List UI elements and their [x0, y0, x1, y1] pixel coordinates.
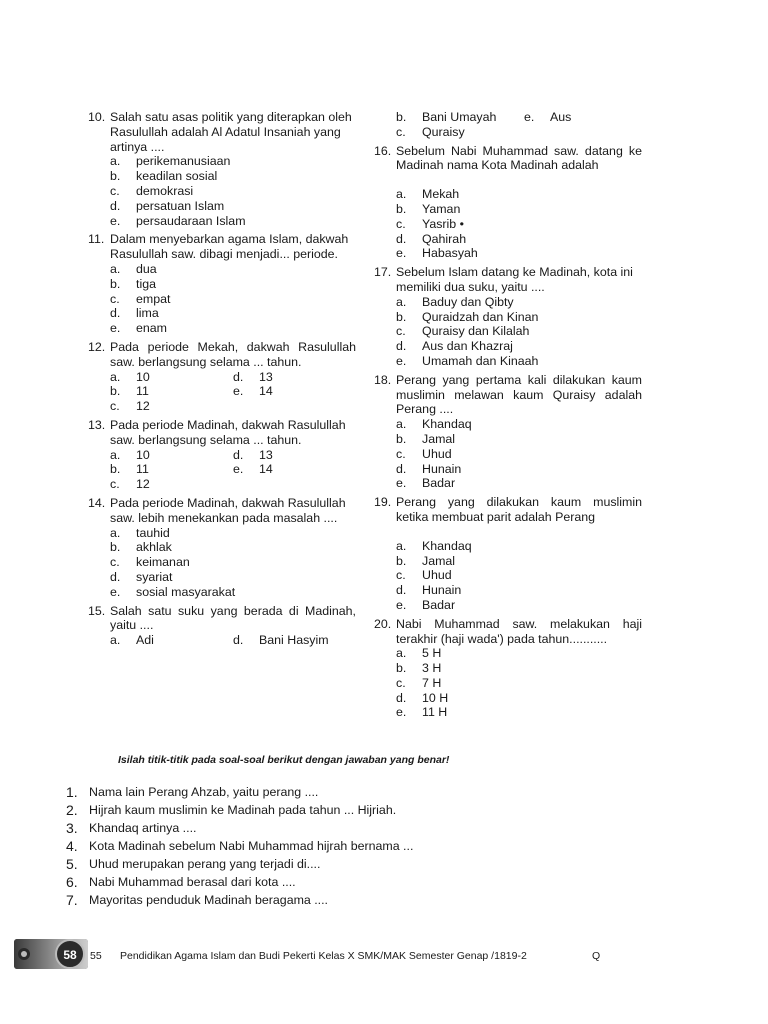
- question-number: 13.: [88, 417, 106, 432]
- option: d. 10 H: [396, 690, 449, 705]
- question-text: Pada periode Mekah, dakwah Rasulullah saw. berlangsung selama ... tahun.: [110, 339, 356, 369]
- option: a. dua: [110, 261, 157, 276]
- question-number: 15.: [88, 603, 106, 618]
- page-number: 55: [90, 950, 102, 962]
- question-17: [374, 265, 642, 369]
- question-number: 12.: [88, 339, 106, 354]
- option: e. Umamah dan Kinaah: [396, 353, 539, 368]
- option: e. Badar: [396, 476, 456, 491]
- option: d. Hunain: [396, 583, 462, 598]
- option: a. 10: [110, 369, 150, 384]
- page-footer: [0, 934, 768, 974]
- option-row: [110, 370, 356, 385]
- page-badge-icon: [14, 938, 88, 970]
- option: a. 10: [110, 447, 150, 462]
- question-14: [88, 496, 356, 600]
- essay-item: 3. Khandaq artinya ....: [66, 820, 197, 836]
- question-number: 20.: [374, 616, 392, 631]
- option: c. Uhud: [396, 568, 452, 583]
- badge-number: 58: [63, 948, 77, 962]
- question-text: Pada periode Madinah, dakwah Rasulullah: [110, 417, 346, 432]
- option: e. enam: [110, 321, 167, 336]
- option: c. Quraisy dan Kilalah: [396, 324, 530, 339]
- question-text-continued: memiliki dua suku, yaitu ....: [396, 279, 545, 294]
- question-18: [374, 373, 642, 491]
- left-column: [88, 110, 356, 652]
- option-row: [110, 384, 356, 399]
- question-11: [88, 232, 356, 336]
- option: d. Bani Hasyim: [233, 633, 329, 648]
- essay-item: 7. Mayoritas penduduk Madinah beragama ....: [66, 892, 329, 908]
- option: d. Qahirah: [396, 231, 467, 246]
- option: d. Aus dan Khazraj: [396, 339, 513, 354]
- essay-item: 1. Nama lain Perang Ahzab, yaitu perang ....: [66, 784, 319, 800]
- option: a. Mekah: [396, 187, 460, 202]
- option: c. keimanan: [110, 555, 190, 570]
- option: e. 14: [233, 462, 273, 477]
- question-number: 14.: [88, 495, 106, 510]
- option-row: [110, 448, 356, 463]
- question-number: 18.: [374, 372, 392, 387]
- question-15-continued: [396, 110, 642, 140]
- question-text: Perang yang dilakukan kaum muslimin ketika membuat parit adalah Perang: [396, 495, 642, 524]
- question-number: 10.: [88, 110, 106, 124]
- option: a. Baduy dan Qibty: [396, 294, 514, 309]
- option-row: [110, 399, 356, 414]
- question-text: Sebelum Islam datang ke Madinah, kota ini: [396, 265, 633, 280]
- option: c. Uhud: [396, 446, 452, 461]
- option: a. perikemanusiaan: [110, 154, 231, 169]
- option: e. sosial masyarakat: [110, 584, 236, 599]
- option-row: [110, 462, 356, 477]
- question-text: Nabi Muhammad saw. melakukan haji terakhir (haji wada') pada tahun...........: [396, 616, 642, 646]
- question-15: [88, 604, 356, 648]
- question-text: Salah satu asas politik yang diterapkan oleh: [110, 110, 352, 124]
- question-20: [374, 617, 642, 721]
- option-row: [396, 110, 642, 125]
- option: d. 13: [233, 369, 273, 384]
- option: a. tauhid: [110, 525, 170, 540]
- essay-item: 4. Kota Madinah sebelum Nabi Muhammad hijrah bernama ...: [66, 838, 414, 854]
- option: b. 11: [110, 384, 149, 399]
- option: c. Quraisy: [396, 124, 465, 139]
- option: b. Yaman: [396, 201, 461, 216]
- option: d. Hunain: [396, 461, 462, 476]
- question-text-continued: Rasulullah saw. dibagi menjadi... periode.: [110, 247, 338, 262]
- option: b. Quraidzah dan Kinan: [396, 309, 539, 324]
- question-text: Dalam menyebarkan agama Islam, dakwah: [110, 232, 349, 247]
- option: c. Yasrib •: [396, 216, 464, 231]
- question-number: 19.: [374, 495, 392, 510]
- question-16: [374, 144, 642, 262]
- option: a. Khandaq: [396, 538, 472, 553]
- option: d. syariat: [110, 569, 173, 584]
- option: e. 14: [233, 384, 273, 399]
- option: b. akhlak: [110, 540, 172, 555]
- question-text-continued: saw. lebih menekankan pada masalah ....: [110, 510, 338, 525]
- essay-item: 2. Hijrah kaum muslimin ke Madinah pada tahun ... Hijriah.: [66, 802, 397, 818]
- option: c. demokrasi: [110, 183, 194, 198]
- question-text: Salah satu suku yang berada di Madinah, yaitu ....: [110, 603, 356, 633]
- right-column: [374, 110, 642, 724]
- option: d. 13: [233, 447, 273, 462]
- option: a. Khandaq: [396, 417, 472, 432]
- essay-item: 6. Nabi Muhammad berasal dari kota ....: [66, 874, 296, 890]
- question-10: [88, 110, 356, 228]
- question-text: Perang yang pertama kali dilakukan kaum muslimin melawan kaum Quraisy adalah Perang ....: [396, 372, 642, 417]
- question-number: 16.: [374, 143, 392, 158]
- option-row: [110, 633, 356, 648]
- option: c. empat: [110, 291, 171, 306]
- option: b. 3 H: [396, 661, 442, 676]
- question-text-continued: saw. berlangsung selama ... tahun.: [110, 432, 302, 447]
- essay-list: [66, 783, 626, 909]
- option: e. 11 H: [396, 705, 448, 720]
- question-number: 17.: [374, 265, 392, 280]
- question-12: [88, 340, 356, 414]
- option-row: [110, 477, 356, 492]
- option: c. 12: [110, 477, 150, 492]
- option: e. Habasyah: [396, 246, 478, 261]
- option: e. persaudaraan Islam: [110, 213, 246, 228]
- option: b. Jamal: [396, 431, 456, 446]
- option: b. Bani Umayah: [396, 110, 497, 124]
- essay-item: 5. Uhud merupakan perang yang terjadi di....: [66, 856, 321, 872]
- option: b. 11: [110, 462, 149, 477]
- question-13: [88, 418, 356, 492]
- option: d. lima: [110, 306, 159, 321]
- option: c. 7 H: [396, 675, 442, 690]
- question-text-continued: Rasulullah adalah Al Adatul Insaniah yang artinya ....: [110, 124, 341, 154]
- question-number: 11.: [88, 232, 105, 247]
- option: d. persatuan Islam: [110, 198, 225, 213]
- option-row: [396, 125, 642, 140]
- essay-instruction: Isilah titik-titik pada soal-soal berikut dengan jawaban yang benar!: [118, 754, 450, 766]
- option: e. Aus: [524, 110, 572, 124]
- footer-title: Pendidikan Agama Islam dan Budi Pekerti Kelas X SMK/MAK Semester Genap /1819-2: [120, 950, 527, 962]
- option: a. 5 H: [396, 646, 442, 661]
- footer-trailing: Q: [592, 950, 601, 962]
- option: e. Badar: [396, 597, 456, 612]
- option: c. 12: [110, 399, 150, 414]
- option: a. Adi: [110, 633, 154, 648]
- option: b. keadilan sosial: [110, 169, 218, 184]
- question-text: Pada periode Madinah, dakwah Rasulullah: [110, 495, 346, 510]
- question-text: Sebelum Nabi Muhammad saw. datang ke Madinah nama Kota Madinah adalah: [396, 143, 642, 173]
- option: b. tiga: [110, 276, 156, 291]
- option: b. Jamal: [396, 553, 456, 568]
- question-19: [374, 495, 642, 613]
